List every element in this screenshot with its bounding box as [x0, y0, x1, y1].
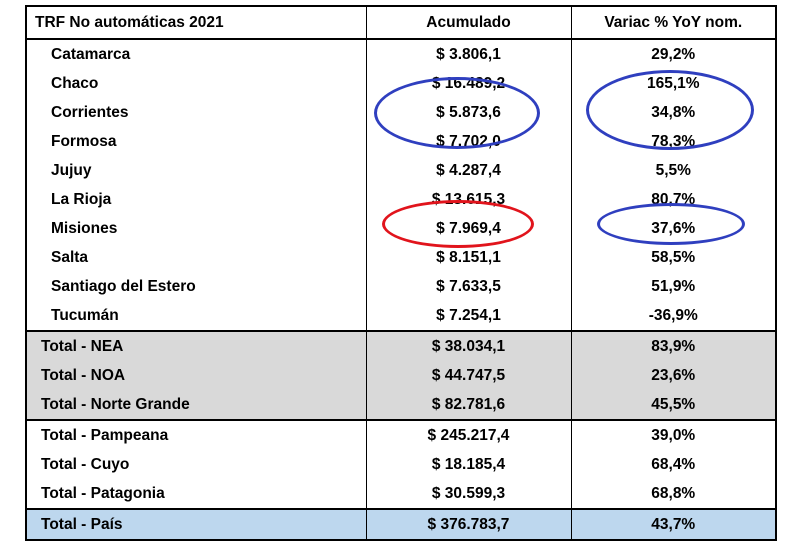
cell-total-name: Total - NEA: [26, 331, 366, 361]
cell-total-name: Total - Patagonia: [41, 485, 165, 502]
cell-total-name: Total - País: [26, 509, 366, 540]
variacion-group-circle: [586, 70, 754, 150]
cell-total-name: Total - NOA: [26, 361, 366, 390]
cell-acumulado: $ 7.702,0: [366, 127, 571, 156]
cell-acumulado: $ 7.633,5: [366, 272, 571, 301]
cell-total-name: Total - Cuyo: [41, 456, 130, 473]
cell-acumulado: $ 245.217,4: [366, 420, 571, 450]
cell-acumulado: $ 4.287,4: [366, 156, 571, 185]
cell-province-name: Jujuy: [51, 162, 92, 179]
cell-variacion: 23,6%: [571, 361, 776, 390]
cell-province-name: Santiago del Estero: [51, 278, 196, 295]
cell-province-name: Catamarca: [51, 46, 131, 63]
cell-variacion: 80,7%: [571, 185, 776, 214]
cell-acumulado: $ 7.969,4: [366, 214, 571, 243]
cell-variacion: 68,4%: [571, 450, 776, 479]
cell-acumulado: $ 5.873,6: [366, 98, 571, 127]
cell-variacion: 68,8%: [571, 479, 776, 509]
cell-variacion: 58,5%: [571, 243, 776, 272]
cell-province-name: La Rioja: [51, 191, 112, 208]
cell-variacion: 43,7%: [571, 509, 776, 540]
cell-variacion: 165,1%: [571, 69, 776, 98]
cell-acumulado: $ 7.254,1: [366, 301, 571, 331]
cell-variacion: 29,2%: [571, 39, 776, 69]
cell-variacion: -36,9%: [571, 301, 776, 331]
cell-variacion: 39,0%: [571, 420, 776, 450]
cell-acumulado: $ 16.489,2: [366, 69, 571, 98]
cell-acumulado: $ 18.185,4: [366, 450, 571, 479]
cell-variacion: 45,5%: [571, 390, 776, 420]
cell-total-name: Total - Norte Grande: [26, 390, 366, 420]
cell-variacion: 83,9%: [571, 331, 776, 361]
cell-province-name: Salta: [51, 249, 89, 266]
cell-acumulado: $ 82.781,6: [366, 390, 571, 420]
cell-province-name: Chaco: [51, 75, 99, 92]
acumulado-group-circle: [374, 77, 540, 149]
cell-variacion: 5,5%: [571, 156, 776, 185]
cell-acumulado: $ 30.599,3: [366, 479, 571, 509]
misiones-variacion-circle: [597, 203, 745, 245]
cell-variacion: 78,3%: [571, 127, 776, 156]
cell-province-name: Tucumán: [51, 307, 119, 324]
cell-total-name: Total - Pampeana: [26, 420, 366, 450]
header-cell-name: TRF No automáticas 2021: [26, 6, 366, 39]
cell-acumulado: $ 3.806,1: [366, 39, 571, 69]
cell-variacion: 34,8%: [571, 98, 776, 127]
cell-acumulado: $ 376.783,7: [366, 509, 571, 540]
cell-acumulado: $ 38.034,1: [366, 331, 571, 361]
header-cell-acumulado: Acumulado: [366, 6, 571, 39]
cell-acumulado: $ 44.747,5: [366, 361, 571, 390]
cell-province-name: Formosa: [51, 133, 117, 150]
cell-province-name: Misiones: [51, 220, 118, 237]
cell-variacion: 37,6%: [571, 214, 776, 243]
cell-province-name: Corrientes: [51, 104, 129, 121]
header-cell-variacion: Variac % YoY nom.: [571, 6, 776, 39]
misiones-acumulado-circle: [382, 200, 534, 248]
cell-acumulado: $ 8.151,1: [366, 243, 571, 272]
cell-variacion: 51,9%: [571, 272, 776, 301]
cell-acumulado: $ 13.615,3: [366, 185, 571, 214]
